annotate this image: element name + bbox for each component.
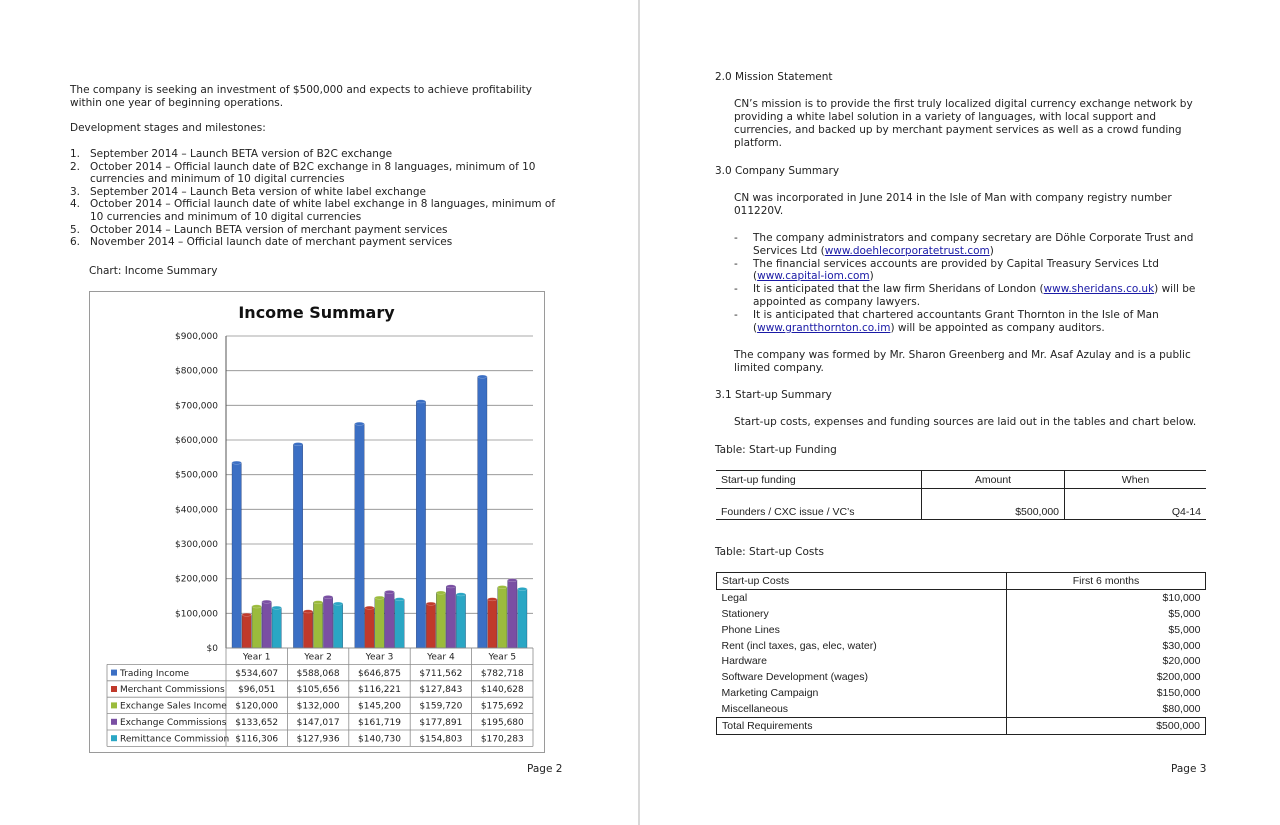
startup-summary-heading: 3.1 Start-up Summary bbox=[715, 389, 832, 401]
milestone-number: 6. bbox=[70, 236, 81, 249]
x-tick-label: Year 5 bbox=[488, 652, 517, 663]
bar-trading-income bbox=[416, 401, 425, 648]
y-tick-label: $600,000 bbox=[175, 436, 218, 446]
bar-remittance-commission bbox=[272, 608, 281, 648]
bar-top bbox=[488, 598, 497, 601]
fact-item bbox=[734, 232, 1212, 258]
data-label: $120,000 bbox=[235, 701, 279, 712]
bar-top bbox=[272, 606, 281, 609]
x-tick-label: Year 3 bbox=[365, 652, 394, 663]
data-label: $534,607 bbox=[235, 668, 279, 679]
cell: Q4-14 bbox=[1065, 489, 1207, 520]
fact-text: It is anticipated that chartered accountants Grant Thornton in the Isle of Man ( bbox=[753, 308, 1159, 334]
milestone-item bbox=[70, 224, 570, 237]
bar-remittance-commission bbox=[333, 604, 342, 648]
company-summary-text: CN was incorporated in June 2014 in the Isle of Man with company registry number 011220V. bbox=[734, 192, 1172, 217]
mission-text: CN’s mission is to provide the first truly localized digital currency exchange network by providing a white label solution in a variety of languages, with local support and currencies, and backed up by merchant payment services as well as a crowd funding platform. bbox=[734, 98, 1193, 149]
data-label: $170,283 bbox=[480, 734, 524, 745]
bar-exchange-commissions bbox=[446, 586, 455, 648]
bar-remittance-commission bbox=[518, 589, 527, 648]
data-label: $782,718 bbox=[480, 668, 524, 679]
data-label: $116,221 bbox=[358, 685, 401, 696]
data-label: $116,306 bbox=[235, 734, 279, 745]
website-link[interactable]: www.grantthornton.co.im bbox=[757, 321, 891, 334]
cell: Marketing Campaign bbox=[717, 685, 1007, 701]
cell: Hardware bbox=[717, 653, 1007, 669]
bar-top bbox=[385, 590, 394, 593]
data-label: $711,562 bbox=[419, 668, 463, 679]
cell: Phone Lines bbox=[717, 622, 1007, 638]
fact-text: The financial services accounts are provided by Capital Treasury Services Ltd ( bbox=[753, 257, 1159, 283]
total-row bbox=[717, 718, 1206, 735]
fact-text-end: ) will be appointed as company auditors. bbox=[890, 321, 1105, 334]
bar-top bbox=[262, 600, 271, 603]
table-header-row bbox=[717, 573, 1206, 590]
bar-top bbox=[436, 591, 445, 594]
chart-caption: Chart: Income Summary bbox=[89, 265, 218, 277]
table-row bbox=[717, 669, 1206, 685]
data-label: $133,652 bbox=[235, 718, 279, 728]
cell: Total Requirements bbox=[717, 718, 1007, 735]
bar-top bbox=[456, 593, 465, 596]
website-link[interactable]: www.doehlecorporatetrust.com bbox=[824, 244, 990, 257]
data-label: $195,680 bbox=[480, 718, 524, 728]
y-tick-label: $700,000 bbox=[175, 401, 218, 412]
milestone-item bbox=[70, 186, 570, 199]
table-row bbox=[717, 701, 1206, 717]
legend-label: Exchange Commissions bbox=[120, 718, 227, 728]
page-2 bbox=[0, 0, 638, 825]
bar-top bbox=[498, 585, 507, 588]
cell: Miscellaneous bbox=[717, 701, 1007, 717]
bar-exchange-commissions bbox=[385, 592, 394, 648]
y-tick-label: $300,000 bbox=[175, 540, 218, 550]
table-row bbox=[717, 685, 1206, 701]
bar-trading-income bbox=[478, 377, 487, 648]
income-summary-chart bbox=[89, 291, 545, 753]
fact-text: It is anticipated that the law firm Sheridans of London ( bbox=[753, 283, 1044, 296]
milestones-list bbox=[70, 148, 570, 249]
milestone-text: October 2014 – Official launch date of white label exchange in 8 languages, minimum of 10 currencies and minimum of 10 digital currencies bbox=[90, 198, 556, 223]
startup-funding-table bbox=[716, 470, 1206, 520]
milestone-text: September 2014 – Launch Beta version of white label exchange bbox=[90, 185, 426, 198]
fact-text-end: ) bbox=[989, 244, 994, 257]
cell: $10,000 bbox=[1162, 591, 1201, 604]
milestone-text: October 2014 – Launch BETA version of merchant payment services bbox=[90, 223, 448, 236]
table-row bbox=[716, 489, 1206, 520]
company-facts-list bbox=[734, 232, 1212, 334]
bar-trading-income bbox=[293, 444, 302, 648]
data-label: $140,730 bbox=[358, 734, 401, 745]
costs-table-caption: Table: Start-up Costs bbox=[715, 546, 824, 558]
milestone-item bbox=[70, 198, 570, 223]
fact-item bbox=[734, 283, 1212, 309]
page-number: Page 2 bbox=[527, 763, 563, 775]
chart-title: Income Summary bbox=[238, 303, 395, 322]
milestone-number: 2. bbox=[70, 160, 81, 173]
startup-costs-table bbox=[716, 572, 1206, 735]
y-tick-label: $0 bbox=[206, 644, 218, 654]
data-label: $646,875 bbox=[358, 668, 401, 679]
legend-label: Trading Income bbox=[120, 668, 189, 679]
data-label: $140,628 bbox=[480, 685, 524, 696]
bar-top bbox=[355, 422, 364, 425]
cell: $500,000 bbox=[1007, 718, 1206, 735]
cell: $200,000 bbox=[1156, 671, 1201, 684]
y-tick-label: $900,000 bbox=[175, 332, 218, 342]
dash-bullet: - bbox=[734, 308, 738, 321]
header-cell: Amount bbox=[922, 471, 1065, 489]
cell: $80,000 bbox=[1162, 703, 1201, 716]
milestone-number: 3. bbox=[70, 185, 81, 198]
legend-key bbox=[111, 670, 117, 676]
y-tick-label: $500,000 bbox=[175, 470, 218, 481]
bar-merchant-commissions bbox=[242, 615, 251, 648]
dash-bullet: - bbox=[734, 257, 738, 270]
page-number: Page 3 bbox=[1171, 763, 1207, 775]
bar-merchant-commissions bbox=[488, 599, 497, 648]
data-label: $127,843 bbox=[419, 685, 463, 696]
bar-top bbox=[416, 400, 425, 403]
bar-exchange-commissions bbox=[262, 602, 271, 648]
header-cell: Start-up Costs bbox=[717, 573, 1007, 590]
legend-key bbox=[111, 735, 117, 741]
startup-summary-text: Start-up costs, expenses and funding sources are laid out in the tables and chart below. bbox=[734, 416, 1197, 428]
fact-text-end: ) will be appointed as company lawyers. bbox=[753, 283, 1196, 308]
bar-top bbox=[446, 585, 455, 588]
milestone-text: November 2014 – Official launch date of merchant payment services bbox=[90, 236, 453, 249]
cell: $5,000 bbox=[1168, 623, 1201, 636]
page-3 bbox=[640, 0, 1280, 825]
bar-exchange-sales-income bbox=[436, 593, 445, 648]
website-link[interactable]: www.capital-iom.com bbox=[757, 270, 870, 283]
data-label: $96,051 bbox=[238, 685, 276, 696]
x-tick-label: Year 2 bbox=[304, 652, 332, 663]
development-heading: Development stages and milestones: bbox=[70, 122, 266, 134]
website-link[interactable]: www.sheridans.co.uk bbox=[1043, 283, 1155, 296]
cell: Founders / CXC issue / VC’s bbox=[716, 489, 922, 520]
cell: Rent (incl taxes, gas, elec, water) bbox=[717, 638, 1007, 654]
data-label: $127,936 bbox=[296, 734, 340, 745]
bar-top bbox=[518, 587, 527, 590]
bar-remittance-commission bbox=[395, 599, 404, 648]
bar-exchange-sales-income bbox=[252, 606, 261, 648]
cell: $500,000 bbox=[922, 489, 1065, 520]
x-tick-label: Year 4 bbox=[427, 652, 455, 663]
bar-top bbox=[395, 598, 404, 601]
milestone-number: 4. bbox=[70, 198, 81, 211]
cell: Legal bbox=[717, 589, 1007, 605]
funding-table-caption: Table: Start-up Funding bbox=[715, 444, 837, 456]
legend-label: Merchant Commissions bbox=[120, 685, 225, 696]
data-label: $161,719 bbox=[358, 718, 401, 728]
y-tick-label: $100,000 bbox=[175, 609, 218, 620]
data-label: $175,692 bbox=[480, 701, 524, 712]
bar-top bbox=[252, 605, 261, 608]
bar-top bbox=[293, 443, 302, 446]
milestone-item bbox=[70, 236, 570, 249]
table-row bbox=[717, 606, 1206, 622]
legend-key bbox=[111, 686, 117, 692]
table-header-row bbox=[716, 471, 1206, 489]
data-label: $145,200 bbox=[358, 701, 401, 712]
bar-top bbox=[375, 596, 384, 599]
x-tick-label: Year 1 bbox=[242, 652, 271, 663]
y-tick-label: $800,000 bbox=[175, 366, 218, 377]
bar-top bbox=[313, 601, 322, 604]
legend-key bbox=[111, 719, 117, 725]
cell: $150,000 bbox=[1156, 687, 1201, 700]
milestone-text: September 2014 – Launch BETA version of B2C exchange bbox=[90, 148, 393, 160]
bar-top bbox=[478, 375, 487, 378]
cell: $30,000 bbox=[1162, 639, 1201, 652]
header-cell: Start-up funding bbox=[716, 471, 922, 489]
bar-merchant-commissions bbox=[365, 608, 374, 648]
fact-text: The company administrators and company secretary are Döhle Corporate Trust and Services Ltd ( bbox=[753, 232, 1194, 257]
table-row bbox=[717, 622, 1206, 638]
dash-bullet: - bbox=[734, 232, 738, 244]
investment-paragraph: The company is seeking an investment of $500,000 and expects to achieve profitability within one year of beginning operations. bbox=[70, 84, 532, 109]
header-cell: First 6 months bbox=[1007, 573, 1206, 590]
milestone-number: 1. bbox=[70, 148, 81, 160]
bar-trading-income bbox=[232, 463, 241, 648]
fact-item bbox=[734, 258, 1212, 284]
y-tick-label: $400,000 bbox=[175, 505, 218, 516]
bar-merchant-commissions bbox=[426, 604, 435, 648]
bar-trading-income bbox=[355, 424, 364, 648]
legend-key bbox=[111, 702, 117, 708]
bar-top bbox=[365, 606, 374, 609]
bar-top bbox=[242, 613, 251, 616]
y-tick-label: $200,000 bbox=[175, 574, 218, 585]
founders-text: The company was formed by Mr. Sharon Greenberg and Mr. Asaf Azulay and is a public limited company. bbox=[734, 349, 1191, 374]
data-label: $147,017 bbox=[296, 718, 340, 728]
bar-top bbox=[232, 461, 241, 464]
cell: $5,000 bbox=[1168, 607, 1201, 620]
table-row bbox=[717, 589, 1206, 605]
header-cell: When bbox=[1065, 471, 1207, 489]
fact-item bbox=[734, 309, 1212, 335]
bar-remittance-commission bbox=[456, 594, 465, 648]
data-label: $105,656 bbox=[296, 685, 340, 696]
bar-exchange-sales-income bbox=[375, 598, 384, 648]
fact-text-end: ) bbox=[869, 270, 874, 283]
legend-label: Exchange Sales Income bbox=[120, 701, 227, 712]
bar-top bbox=[323, 595, 332, 598]
milestone-item bbox=[70, 161, 570, 186]
dash-bullet: - bbox=[734, 283, 738, 296]
data-label: $159,720 bbox=[419, 701, 463, 712]
bar-exchange-commissions bbox=[508, 580, 517, 648]
data-label: $177,891 bbox=[419, 718, 463, 728]
table-row bbox=[717, 653, 1206, 669]
milestone-number: 5. bbox=[70, 223, 81, 236]
bar-exchange-commissions bbox=[323, 597, 332, 648]
cell: $20,000 bbox=[1162, 655, 1201, 668]
cell: Stationery bbox=[717, 606, 1007, 622]
company-summary-heading: 3.0 Company Summary bbox=[715, 165, 840, 177]
legend-label: Remittance Commission bbox=[120, 734, 230, 745]
data-label: $132,000 bbox=[296, 701, 340, 712]
data-label: $588,068 bbox=[296, 668, 340, 679]
bar-top bbox=[333, 602, 342, 605]
bar-merchant-commissions bbox=[303, 611, 312, 648]
cell: Software Development (wages) bbox=[717, 669, 1007, 685]
milestone-text: October 2014 – Official launch date of B2C exchange in 8 languages, minimum of 10 currencies and minimum of 10 digital currencies bbox=[90, 160, 536, 186]
bar-top bbox=[303, 610, 312, 613]
chart-canvas bbox=[90, 292, 544, 752]
table-row bbox=[717, 638, 1206, 654]
mission-heading: 2.0 Mission Statement bbox=[715, 71, 833, 83]
data-label: $154,803 bbox=[419, 734, 463, 745]
bar-exchange-sales-income bbox=[313, 602, 322, 648]
bar-top bbox=[426, 602, 435, 605]
bar-top bbox=[508, 579, 517, 582]
bar-exchange-sales-income bbox=[498, 587, 507, 648]
milestone-item bbox=[70, 148, 570, 161]
